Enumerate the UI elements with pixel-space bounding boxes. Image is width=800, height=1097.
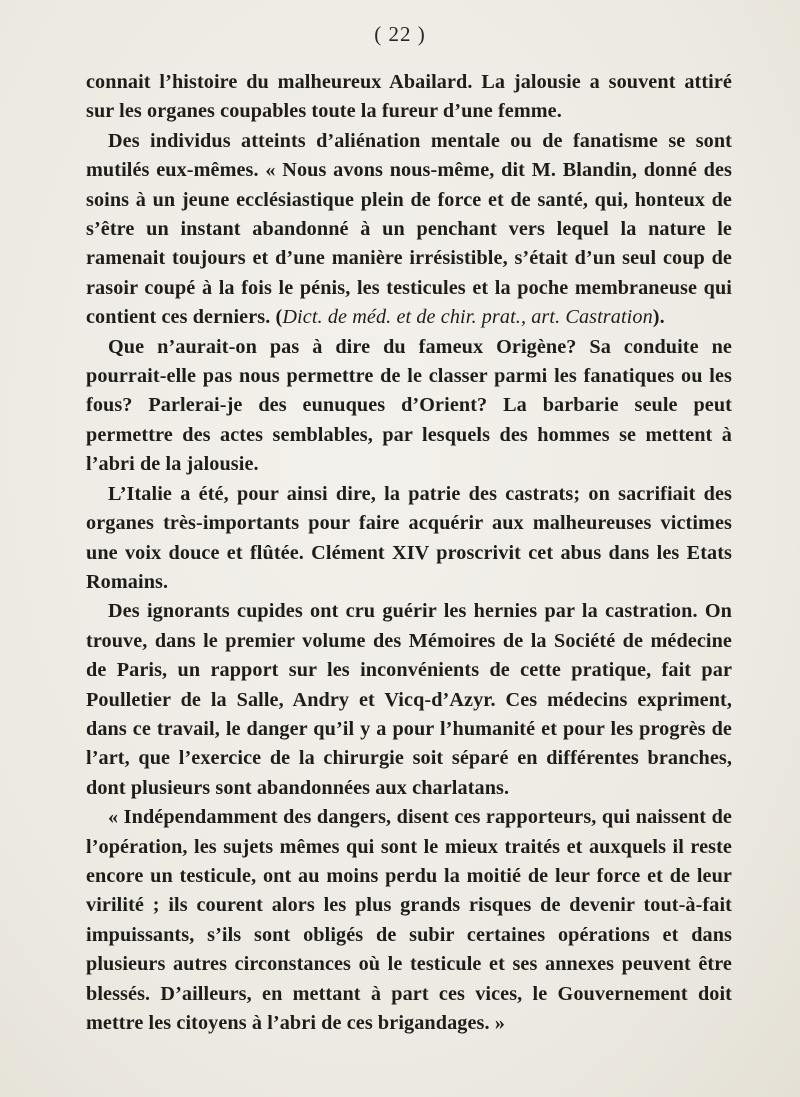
paragraph	[86, 127, 732, 333]
paragraph	[86, 803, 732, 1038]
paragraph-text: L’Italie a été, pour ainsi dire, la patrie des castrats; on sacrifiait des organes très-importants pour faire acquérir aux malheureuses victimes une voix douce et flûtée. Clément XIV proscrivit cet abus dans les Etats Romains.	[86, 482, 732, 593]
paragraph	[86, 597, 732, 803]
body-text	[86, 68, 732, 1038]
citation: Dict. de méd. et de chir. prat., art. Castration	[282, 306, 653, 329]
paragraph-text: Des individus atteints d’aliénation mentale ou de fanatisme se sont mutilés eux-mêmes. « Nous avons nous-même, dit M. Blandin, donné des soins à un jeune ecclésiastique plein de force et de santé, qui, honteux de s’être un instant abandonné à un penchant vers lequel la nature le ramenait toujours et d’une manière irrésistible, s’était d’un seul coup de rasoir coupé à la fois le pénis, les testicules et la poche membraneuse qui contient ces derniers. (	[86, 129, 732, 329]
paragraph-text: ).	[652, 306, 665, 329]
paragraph	[86, 68, 732, 127]
paragraph-text: Des ignorants cupides ont cru guérir les hernies par la castration. On trouve, dans le premier volume des Mémoires de la Société de médecine de Paris, un rapport sur les inconvénients de cette pratique, fait par Poulletier de la Salle, Andry et Vicq-d’Azyr. Ces médecins expriment, dans ce travail, le danger qu’il y a pour l’humanité et pour les progrès de l’art, que l’exercice de la chirurgie soit séparé en différentes branches, dont plusieurs sont abandonnées aux charlatans.	[86, 600, 732, 799]
page-number: ( 22 )	[374, 22, 426, 46]
paragraph	[86, 333, 732, 480]
paragraph-text: connait l’histoire du malheureux Abailard. La jalousie a souvent attiré sur les organes coupables toute la fureur d’une femme.	[86, 71, 732, 123]
paragraph-text: « Indépendamment des dangers, disent ces rapporteurs, qui naissent de l’opération, les sujets mêmes qui sont le mieux traités et auxquels il reste encore un testicule, ont au moins perdu la moitié de leur force et de leur virilité ; ils courent alors les plus grands risques de devenir tout-à-fait impuissants, s’ils sont obligés de subir certaines opérations et dans plusieurs autres circonstances où le testicule et ses annexes peuvent être blessés. D’ailleurs, en mettant à part ces vices, le Gouvernement doit mettre les citoyens à l’abri de ces brigandages. »	[86, 806, 732, 1034]
paragraph-text: Que n’aurait-on pas à dire du fameux Origène? Sa conduite ne pourrait-elle pas nous permettre de le classer parmi les fanatiques ou les fous? Parlerai-je des eunuques d’Orient? La barbarie seule peut permettre des actes semblables, par lesquels des hommes se mettent à l’abri de la jalousie.	[86, 335, 732, 476]
paragraph	[86, 480, 732, 598]
